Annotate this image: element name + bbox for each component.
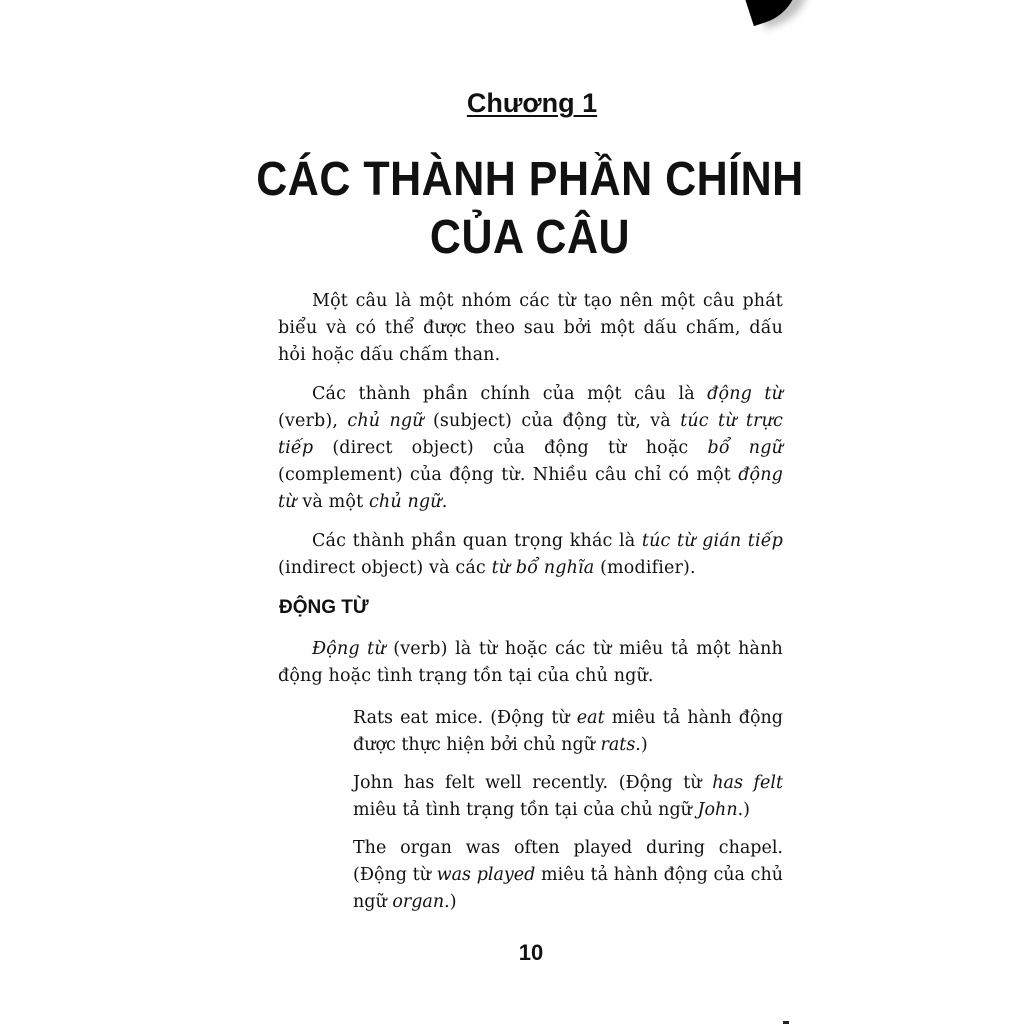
intro-paragraph xyxy=(278,381,783,516)
chapter-title-line-2: CỦA CÂU xyxy=(429,210,631,265)
italic-term: bổ ngữ xyxy=(707,438,784,458)
example-item xyxy=(353,705,783,759)
intro-text xyxy=(278,288,783,594)
text-run: miêu tả hành động của chủ ngữ xyxy=(353,865,784,912)
example-item xyxy=(353,770,783,824)
text-run: (modifier). xyxy=(594,558,696,578)
text-run: (subject) của động từ, và xyxy=(423,411,681,431)
italic-term: động từ xyxy=(707,384,783,404)
italic-term: túc từ gián tiếp xyxy=(641,531,783,551)
italic-term: túc từ trực tiếp xyxy=(278,411,783,458)
text-run: .) xyxy=(737,800,750,820)
text-run: miêu tả hành động được thực hiện bởi chủ ngữ xyxy=(353,708,783,755)
text-run: Các thành phần quan trọng khác là xyxy=(312,531,642,551)
chapter-title-line-1: CÁC THÀNH PHẦN CHÍNH xyxy=(256,152,804,206)
definition-paragraph xyxy=(278,636,783,690)
chapter-label: Chương 1 xyxy=(466,88,598,118)
italic-term: rats xyxy=(600,735,636,755)
text-run: The organ was often played during chapel. (Động từ xyxy=(353,838,783,885)
section-definition xyxy=(278,636,783,702)
page-corner-shadow xyxy=(739,0,811,26)
italic-term: từ bổ nghĩa xyxy=(491,558,595,578)
section-heading: ĐỘNG TỪ xyxy=(279,597,369,618)
text-run: John has felt well recently. (Động từ xyxy=(353,773,713,793)
text-run: .) xyxy=(635,735,648,755)
examples-list xyxy=(353,705,783,927)
text-run: (direct object) của động từ hoặc xyxy=(313,438,708,458)
italic-term: has felt xyxy=(712,773,783,793)
example-item xyxy=(353,835,783,916)
text-run: (verb) là từ hoặc các từ miêu tả một hành động hoặc tình trạng tồn tại của chủ ngữ. xyxy=(278,639,783,686)
text-run: miêu tả tình trạng tồn tại của chủ ngữ xyxy=(353,800,698,820)
italic-term: John xyxy=(697,800,738,820)
text-run: (indirect object) và các xyxy=(278,558,492,578)
text-run: và một xyxy=(296,492,369,512)
chapter-title xyxy=(0,150,1024,266)
italic-term: eat xyxy=(576,708,605,728)
text-run: . xyxy=(441,492,448,512)
italic-term: was played xyxy=(436,865,536,885)
italic-term: động từ xyxy=(278,465,783,512)
text-run: Rats eat mice. (Động từ xyxy=(353,708,577,728)
italic-term: chủ ngữ xyxy=(347,411,424,431)
italic-term: chủ ngữ xyxy=(368,492,442,512)
intro-paragraph xyxy=(278,288,783,369)
text-run: Các thành phần chính của một câu là xyxy=(312,384,708,404)
text-run: .) xyxy=(444,892,457,912)
text-run: (verb), xyxy=(278,411,348,431)
text-run: Một câu là một nhóm các từ tạo nên một câu phát biểu và có thể được theo sau bởi một dấu chấm, dấu hỏi hoặc dấu chấm than. xyxy=(278,291,783,365)
page-number: 10 xyxy=(518,940,544,965)
italic-term: Động từ xyxy=(312,639,386,659)
intro-paragraph xyxy=(278,528,783,582)
italic-term: organ xyxy=(392,892,445,912)
text-run: (complement) của động từ. Nhiều câu chỉ có một xyxy=(278,465,739,485)
